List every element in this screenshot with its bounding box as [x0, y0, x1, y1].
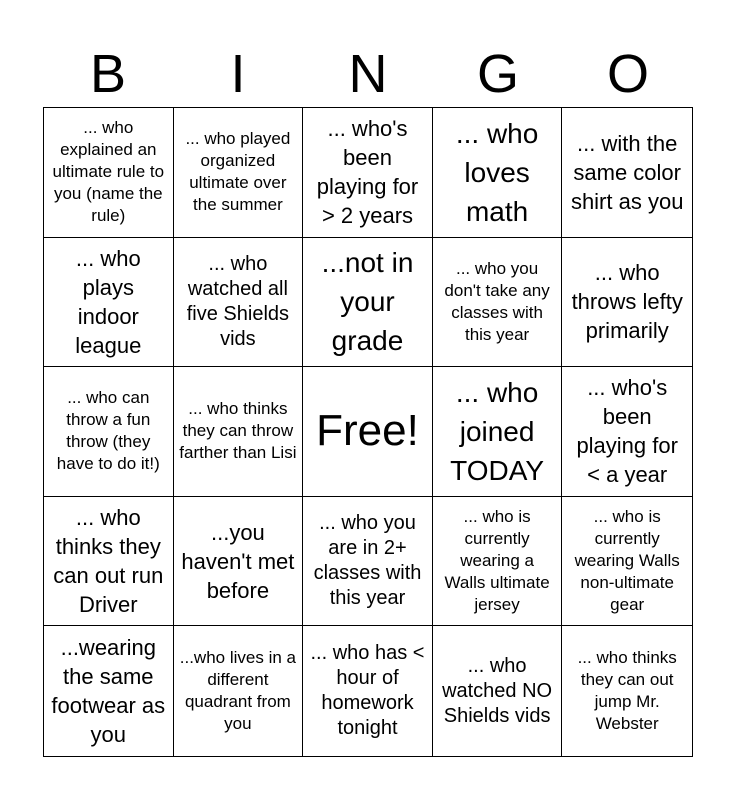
free-space-cell[interactable]: [303, 367, 433, 497]
bingo-cell[interactable]: [174, 367, 304, 497]
header-letter-b: B: [89, 44, 127, 104]
bingo-cell[interactable]: [562, 108, 692, 238]
cell-text: ... who thinks they can throw farther than Lisi: [179, 399, 297, 463]
cell-text: ... who loves math: [455, 117, 539, 227]
cell-text: ... with the same color shirt as you: [570, 130, 684, 214]
cell-text: ...who lives in a different quadrant from you: [179, 648, 296, 734]
bingo-cell[interactable]: [562, 497, 692, 627]
cell-text: ... who's been playing for > 2 years: [316, 116, 419, 229]
bingo-cell[interactable]: [174, 626, 304, 756]
bingo-cell[interactable]: [303, 238, 433, 368]
bingo-cell[interactable]: [562, 238, 692, 368]
bingo-cell[interactable]: [562, 626, 692, 756]
bingo-cell[interactable]: [44, 497, 174, 627]
cell-text: ... who thinks they can out run Driver: [53, 505, 164, 618]
bingo-cell[interactable]: [303, 497, 433, 627]
cell-text: ...not in your grade: [321, 247, 414, 357]
cell-text: ...wearing the same footwear as you: [51, 635, 166, 748]
bingo-cell[interactable]: [433, 108, 563, 238]
bingo-cell[interactable]: [44, 238, 174, 368]
bingo-cell[interactable]: [433, 626, 563, 756]
cell-text: ... who plays indoor league: [75, 245, 142, 358]
header-letter-n: N: [348, 44, 388, 104]
bingo-cell[interactable]: [562, 367, 692, 497]
cell-text: ... who played organized ultimate over the summer: [185, 129, 291, 215]
cell-text: ... who joined TODAY: [450, 376, 545, 486]
cell-text: ... who you don't take any classes with this year: [444, 258, 550, 344]
cell-text: ... who is currently wearing a Walls ultimate jersey: [444, 507, 550, 615]
bingo-header: [43, 40, 693, 108]
cell-text: ... who throws lefty primarily: [571, 260, 683, 344]
cell-text: ... who you are in 2+ classes with this year: [313, 512, 422, 610]
cell-text: ... who has < hour of homework tonight: [310, 642, 425, 740]
cell-text: ... who's been playing for < a year: [576, 375, 678, 488]
bingo-cell[interactable]: [174, 108, 304, 238]
bingo-cell[interactable]: [44, 626, 174, 756]
cell-text: ... who can throw a fun throw (they have to do it!): [56, 388, 160, 474]
cell-text: ... who watched NO Shields vids: [442, 654, 553, 727]
cell-text: ... who is currently wearing Walls non-ultimate gear: [574, 507, 680, 615]
header-letter-o: O: [606, 44, 649, 104]
bingo-cell[interactable]: [303, 108, 433, 238]
bingo-cell[interactable]: [433, 367, 563, 497]
cell-text: ... who watched all five Shields vids: [186, 252, 290, 350]
cell-text: ...you haven't met before: [181, 519, 295, 603]
cell-text: ... who explained an ultimate rule to you (name the rule): [52, 118, 165, 226]
bingo-cell[interactable]: [433, 238, 563, 368]
bingo-cell[interactable]: [174, 497, 304, 627]
bingo-board: [43, 107, 693, 757]
bingo-cell[interactable]: [174, 238, 304, 368]
bingo-cell[interactable]: [303, 626, 433, 756]
free-space-text: Free!: [316, 406, 419, 456]
cell-text: ... who thinks they can out jump Mr. Webster: [577, 648, 677, 734]
header-letter-i: I: [230, 44, 246, 104]
bingo-cell[interactable]: [44, 367, 174, 497]
header-letter-g: G: [476, 44, 519, 104]
bingo-cell[interactable]: [433, 497, 563, 627]
bingo-cell[interactable]: [44, 108, 174, 238]
